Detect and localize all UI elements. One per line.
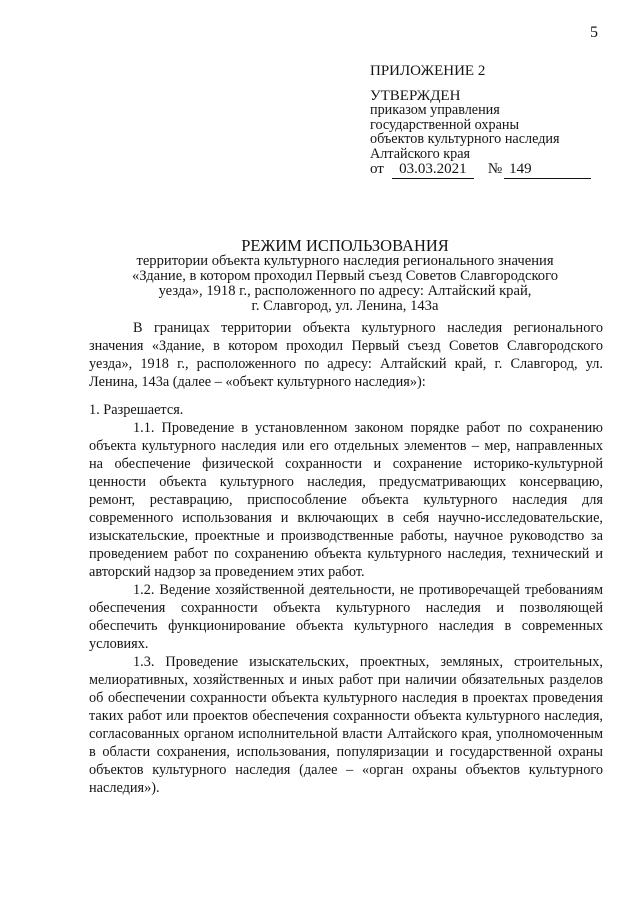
approved-label: УТВЕРЖДЕН [370, 88, 461, 104]
title-line: уезда», 1918 г., расположенного по адресу: Алтайский край, [158, 283, 532, 299]
order-number: 149 [504, 161, 591, 179]
order-line: Алтайского края [370, 145, 471, 162]
list-item: 1.2. Ведение хозяйственной деятельности, не противоречащей требованиям обеспечения сохранности объекта культурного наследия и позволяющей обеспечить функционирование объекта культурного наследия в современных условиях. [89, 582, 603, 652]
title-heading: РЕЖИМ ИСПОЛЬЗОВАНИЯ [241, 236, 449, 255]
section-heading: 1. Разрешается. [89, 402, 184, 418]
list-item: 1.3. Проведение изыскательских, проектных, земляных, строительных, мелиоративных, хозяйственных и иных работ при наличии обязательных разделов об обеспечении сохранности объекта культурного наследия в проектах проведения таких работ или проектов обеспечения сохранности объекта культурного наследия, согласованных органом исполнительной власти Алтайского края, уполномоченным в области сохранения, использования, популяризации и государственной охраны объектов культурного наследия (далее – «орган охраны объектов культурного наследия»). [89, 654, 603, 796]
order-date-number [370, 161, 591, 179]
intro-paragraph: В границах территории объекта культурного наследия регионального значения «Здание, в котором проходил Первый съезд Советов Славгородского уезда», 1918 г., расположенного по адресу: Алтайский край, г. Славгород, ул. Ленина, 143а (далее – «объект культурного наследия»): [89, 320, 603, 390]
document-body [89, 319, 603, 797]
document-title [100, 237, 590, 314]
title-line: территории объекта культурного наследия регионального значения [136, 253, 554, 269]
order-line: приказом управления [370, 102, 500, 118]
order-date: 03.03.2021 [392, 161, 474, 179]
from-label: от [370, 161, 384, 177]
number-sign: № [487, 161, 503, 177]
page-number: 5 [590, 24, 598, 41]
order-reference [370, 103, 620, 161]
order-line: объектов культурного наследия [370, 131, 560, 148]
appendix-label: ПРИЛОЖЕНИЕ 2 [370, 63, 486, 79]
title-line: «Здание, в котором проходил Первый съезд Советов Славгородского [131, 268, 559, 284]
title-line: г. Славгород, ул. Ленина, 143а [251, 298, 439, 314]
list-item: 1.1. Проведение в установленном законом порядке работ по сохранению объекта культурного наследия или его отдельных элементов – мер, направленных на обеспечение физической сохранности и сохранение историко-культурной ценности объекта культурного наследия, предусматривающих консервацию, ремонт, реставрацию, приспособление объекта культурного наследия для современного использования и включающих в себя научно-исследовательские, изыскательские, проектные и производственные работы, научное руководство за проведением работ по сохранению объекта культурного наследия, технический и авторский надзор за проведением этих работ. [89, 420, 603, 580]
order-line: государственной охраны [370, 116, 520, 133]
